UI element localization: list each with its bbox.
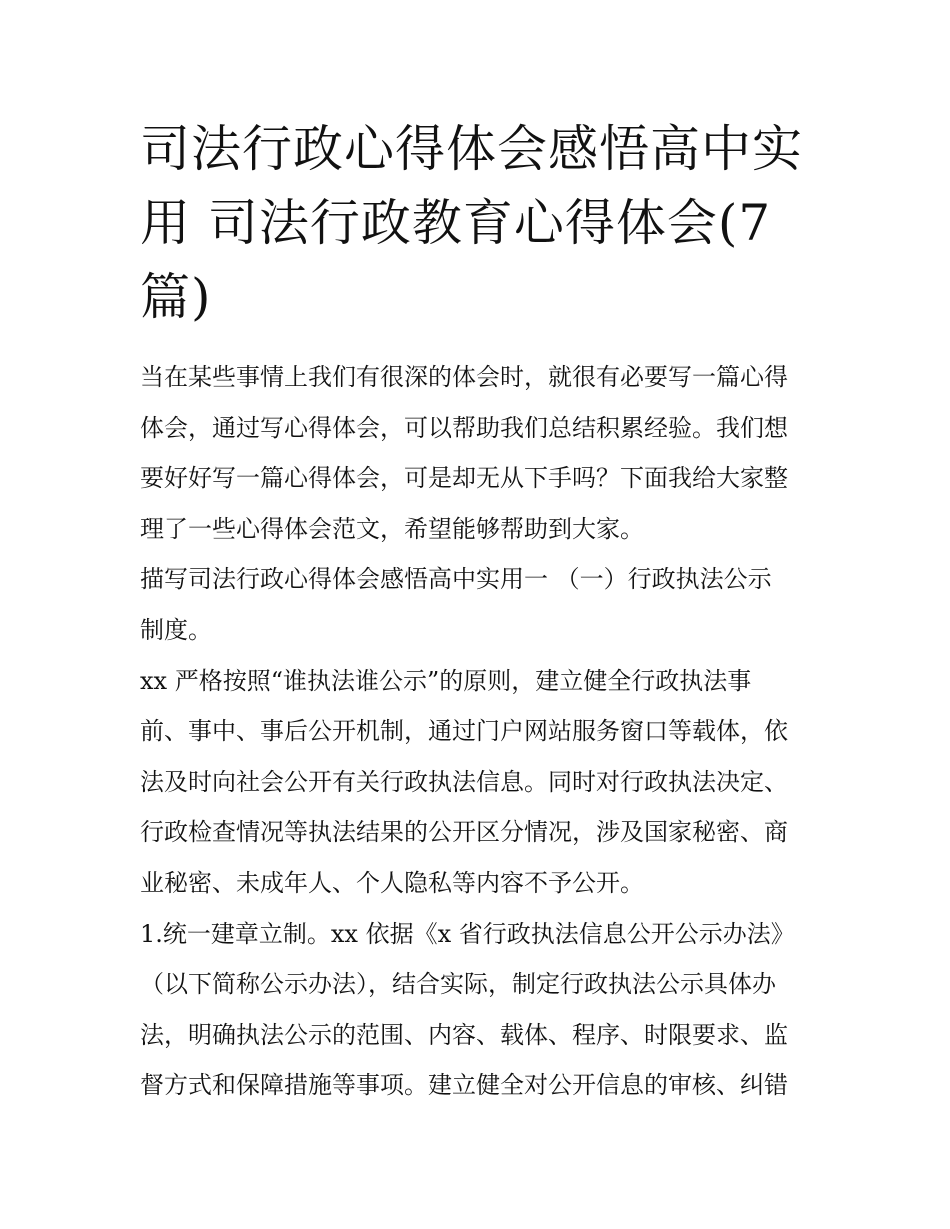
body-line: 法，明确执法公示的范围、内容、载体、程序、时限要求、监 <box>140 1020 788 1049</box>
body-line: 要好好写一篇心得体会，可是却无从下手吗？下面我给大家整 <box>140 464 788 493</box>
body-line: 前、事中、事后公开机制，通过门户网站服务窗口等载体，依 <box>140 717 788 746</box>
body-line: 业秘密、未成年人、个人隐私等内容不予公开。 <box>140 868 644 897</box>
section-heading-line: 制度。 <box>140 615 212 644</box>
document-body <box>140 352 830 1111</box>
title-line: 用 司法行政教育心得体会(7 <box>140 194 772 252</box>
body-line: 体会，通过写心得体会，可以帮助我们总结积累经验。我们想 <box>140 413 788 442</box>
body-line: 当在某些事情上我们有很深的体会时，就很有必要写一篇心得 <box>140 363 788 391</box>
body-line: 1.统一建章立制。xx 依据《x 省行政执法信息公开公示办法》 <box>140 919 795 948</box>
body-line: 法及时向社会公开有关行政执法信息。同时对行政执法决定、 <box>140 767 788 796</box>
page-title <box>140 112 820 334</box>
body-line: xx 严格按照“谁执法谁公示”的原则，建立健全行政执法事 <box>140 666 752 695</box>
title-line: 篇) <box>140 268 212 326</box>
title-line: 司法行政心得体会感悟高中实 <box>140 120 803 178</box>
body-line: 行政检查情况等执法结果的公开区分情况，涉及国家秘密、商 <box>140 818 788 847</box>
body-line: （以下简称公示办法），结合实际，制定行政执法公示具体办 <box>140 970 776 999</box>
body-line: 督方式和保障措施等事项。建立健全对公开信息的审核、纠错 <box>140 1071 788 1100</box>
body-line: 理了一些心得体会范文，希望能够帮助到大家。 <box>140 514 644 543</box>
section-heading-line: 描写司法行政心得体会感悟高中实用一 （一）行政执法公示 <box>140 565 772 594</box>
